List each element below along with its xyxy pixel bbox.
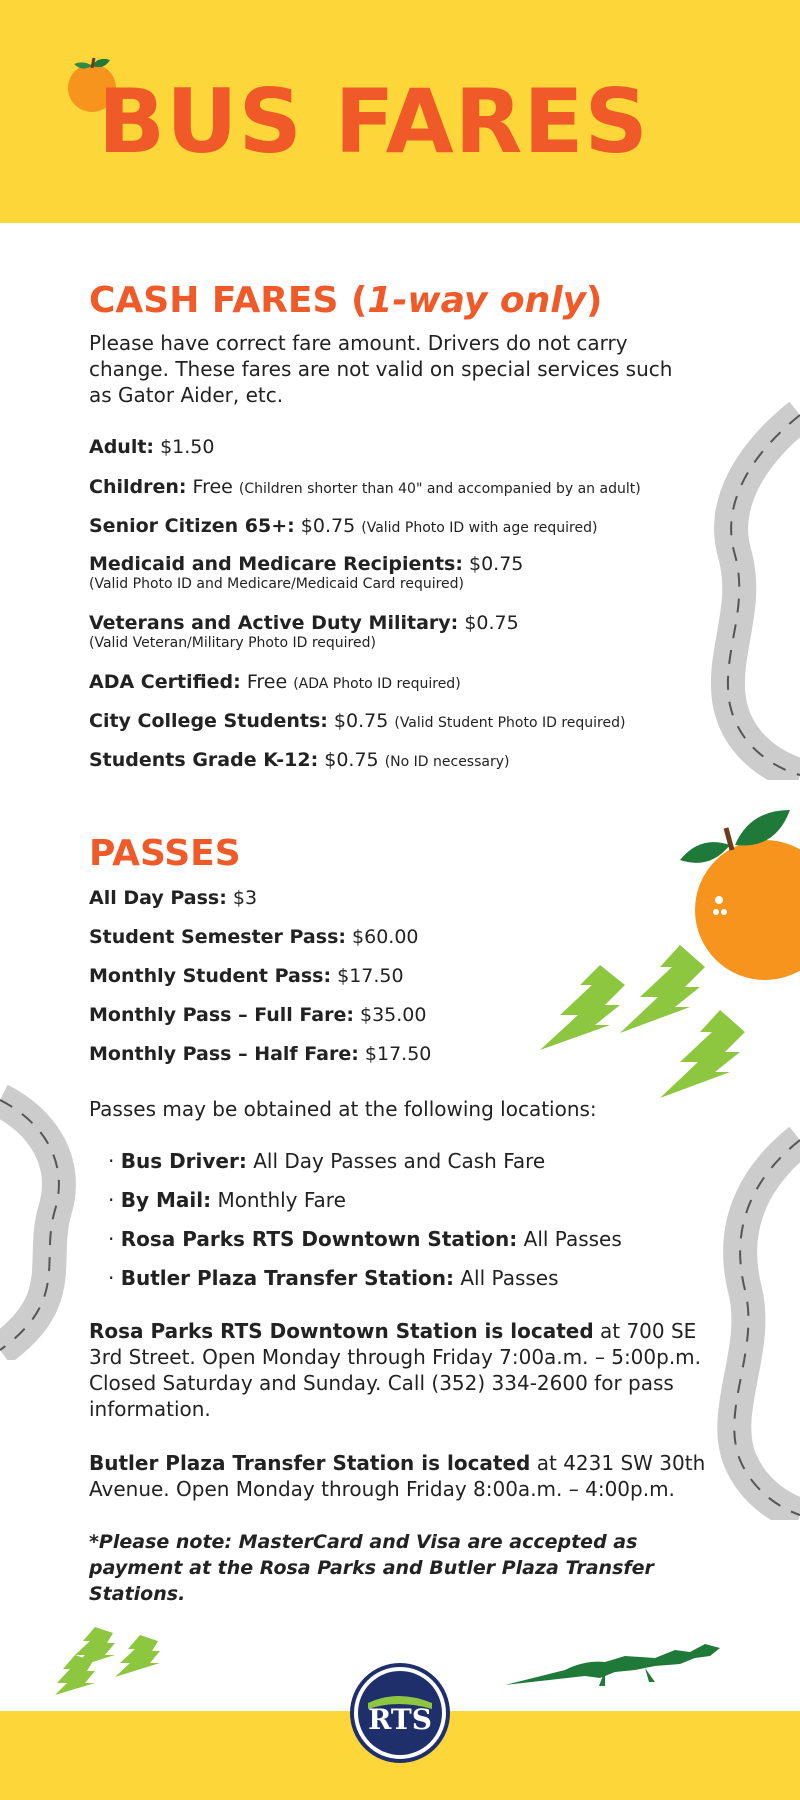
alligator-icon <box>505 1630 725 1690</box>
road-right-bottom-icon <box>700 1120 800 1520</box>
road-left-icon <box>0 1080 90 1360</box>
pass-row: All Day Pass: $3 <box>89 887 258 909</box>
fare-row: Medicaid and Medicare Recipients: $0.75 (Valid Photo ID and Medicare/Medicaid Card required) <box>89 553 524 592</box>
page-title: BUS FARES <box>98 70 649 173</box>
fare-row: City College Students: $0.75 (Valid Student Photo ID required) <box>89 710 626 732</box>
pass-row: Monthly Pass – Full Fare: $35.00 <box>89 1004 427 1026</box>
fare-row: Students Grade K-12: $0.75 (No ID necessary) <box>89 749 510 771</box>
rts-logo-text: RTS <box>368 1703 432 1736</box>
trees-left-icon <box>55 1625 165 1695</box>
rosa-parks-info: Rosa Parks RTS Downtown Station is located at 700 SE 3rd Street. Open Monday through Friday 7:00a.m. – 5:00p.m. Closed Saturday and Sunday. Call (352) 334-2600 for pass information. <box>89 1319 702 1421</box>
location-item: · Rosa Parks RTS Downtown Station: All Passes <box>108 1227 622 1251</box>
rts-logo <box>350 1663 450 1763</box>
cash-fares-title: CASH FARES (1-way only) <box>89 280 603 321</box>
trees-right-icon <box>530 945 760 1105</box>
locations-intro: Passes may be obtained at the following locations: <box>89 1097 597 1121</box>
fare-row: Veterans and Active Duty Military: $0.75 (Valid Veteran/Military Photo ID required) <box>89 612 519 651</box>
fare-row: ADA Certified: Free (ADA Photo ID required) <box>89 671 461 693</box>
cash-fares-intro: Please have correct fare amount. Drivers do not carry change. These fares are not valid on special services such as Gator Aider, etc. <box>89 331 673 407</box>
pass-row: Monthly Pass – Half Fare: $17.50 <box>89 1043 432 1065</box>
butler-plaza-info: Butler Plaza Transfer Station is located at 4231 SW 30th Avenue. Open Monday through Friday 8:00a.m. – 4:00p.m. <box>89 1451 706 1501</box>
pass-row: Monthly Student Pass: $17.50 <box>89 965 404 987</box>
location-item: · By Mail: Monthly Fare <box>108 1188 346 1212</box>
fare-row: Adult: $1.50 <box>89 436 215 458</box>
fare-row: Children: Free (Children shorter than 40" and accompanied by an adult) <box>89 476 641 498</box>
payment-note: *Please note: MasterCard and Visa are accepted as payment at the Rosa Parks and Butler Plaza Transfer Stations. <box>89 1531 654 1605</box>
pass-row: Student Semester Pass: $60.00 <box>89 926 419 948</box>
location-item: · Butler Plaza Transfer Station: All Passes <box>108 1266 559 1290</box>
location-item: · Bus Driver: All Day Passes and Cash Fare <box>108 1149 546 1173</box>
fare-row: Senior Citizen 65+: $0.75 (Valid Photo ID with age required) <box>89 515 598 537</box>
passes-title: PASSES <box>89 833 241 874</box>
